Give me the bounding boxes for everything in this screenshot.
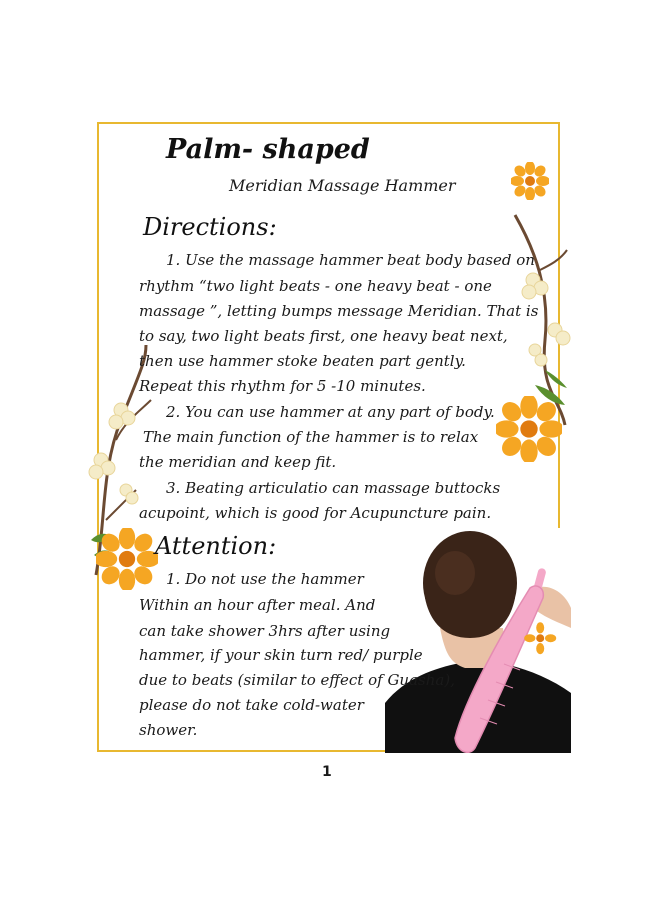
directions-line: Repeat this rhythm for 5 -10 minutes. (139, 377, 426, 395)
attention-heading: Attention: (155, 532, 277, 560)
attention-line: due to beats (similar to effect of Guasha), (139, 671, 455, 689)
flower-left-large (96, 528, 158, 590)
directions-line: The main function of the hammer is to relax (143, 428, 479, 446)
attention-line: hammer, if your skin turn red/ purple (139, 646, 423, 664)
document-title: Palm- shaped (166, 134, 370, 165)
attention-line: shower. (139, 721, 198, 739)
directions-line: massage ”, letting bumps message Meridian. That is (139, 302, 539, 320)
directions-line: the meridian and keep fit. (139, 453, 337, 471)
woman-using-hammer-photo (385, 528, 571, 753)
attention-line: Within an hour after meal. And (139, 596, 376, 614)
directions-line: acupoint, which is good for Acupuncture pain. (139, 504, 492, 522)
attention-line: please do not take cold-water (139, 696, 364, 714)
attention-line: can take shower 3hrs after using (139, 622, 391, 640)
flower-right-large (496, 396, 562, 462)
attention-line: 1. Do not use the hammer (166, 570, 364, 588)
directions-line: 3. Beating articulatio can massage buttocks (166, 479, 501, 497)
page-number: 1 (322, 764, 332, 780)
flower-top-right (511, 162, 549, 200)
directions-line: 1. Use the massage hammer beat body based on (166, 251, 535, 269)
directions-line: rhythm “two light beats - one heavy beat - one (139, 277, 492, 295)
directions-line: to say, two light beats first, one heavy beat next, (139, 327, 508, 345)
document-subtitle: Meridian Massage Hammer (229, 176, 456, 195)
directions-line: 2. You can use hammer at any part of body. (166, 403, 495, 421)
directions-line: then use hammer stoke beaten part gently. (139, 352, 466, 370)
directions-heading: Directions: (143, 213, 277, 241)
